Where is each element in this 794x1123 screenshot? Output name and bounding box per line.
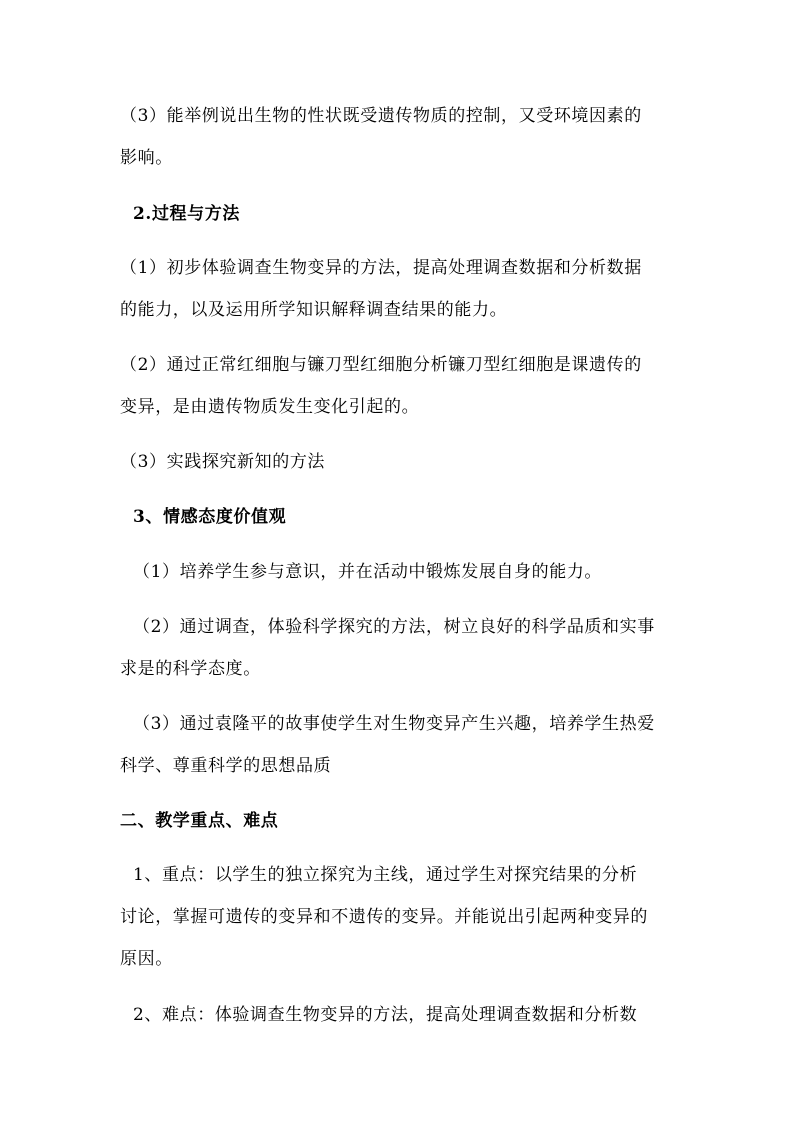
attitude-objective-item-2: [120, 606, 680, 690]
section-heading-process-and-method: 2.过程与方法: [133, 204, 240, 224]
paragraph-line: （3）通过袁隆平的故事使学生对生物变异产生兴趣，培养学生热爱: [133, 714, 655, 734]
attitude-objective-item-3: [120, 703, 680, 787]
paragraph-line: 讨论，掌握可遗传的变异和不遗传的变异。并能说出引起两种变异的: [120, 907, 648, 927]
paragraph-line: （2）通过调查，体验科学探究的方法，树立良好的科学品质和实事: [133, 617, 655, 637]
paragraph-line: 2、难点：体验调查生物变异的方法，提高处理调查数据和分析数: [133, 1005, 638, 1025]
paragraph-line: 变异，是由遗传物质发生变化引起的。: [120, 397, 420, 417]
paragraph-line: （1）培养学生参与意识，并在活动中锻炼发展自身的能力。: [133, 562, 603, 582]
paragraph-line: 影响。: [120, 148, 173, 168]
difficult-point-paragraph: [120, 994, 680, 1036]
paragraph-line: （2）通过正常红细胞与镰刀型红细胞分析镰刀型红细胞是课遗传的: [120, 355, 642, 375]
process-objective-item-1: [120, 247, 680, 331]
paragraph-line: 科学、尊重科学的思想品质: [120, 756, 332, 776]
paragraph-line: （3）实践探究新知的方法: [120, 452, 326, 472]
process-objective-item-3: [120, 441, 680, 483]
paragraph-line: 的能力，以及运用所学知识解释调查结果的能力。: [120, 300, 508, 320]
paragraph-line: 求是的科学态度。: [120, 659, 261, 679]
section-heading-emotional-attitude: 3、情感态度价值观: [133, 507, 287, 527]
paragraph-line: 原因。: [120, 949, 173, 969]
attitude-objective-item-1: [133, 551, 680, 593]
paragraph-line: 1、重点：以学生的独立探究为主线，通过学生对探究结果的分析: [133, 865, 638, 885]
process-objective-item-2: [120, 344, 680, 428]
part-heading-key-and-difficult-points: 二、教学重点、难点: [120, 811, 279, 831]
key-point-paragraph: [120, 854, 680, 980]
knowledge-objective-item-3: [120, 95, 680, 179]
paragraph-line: （3）能举例说出生物的性状既受遗传物质的控制，又受环境因素的: [120, 106, 642, 126]
paragraph-line: （1）初步体验调查生物变异的方法，提高处理调查数据和分析数据: [120, 258, 642, 278]
